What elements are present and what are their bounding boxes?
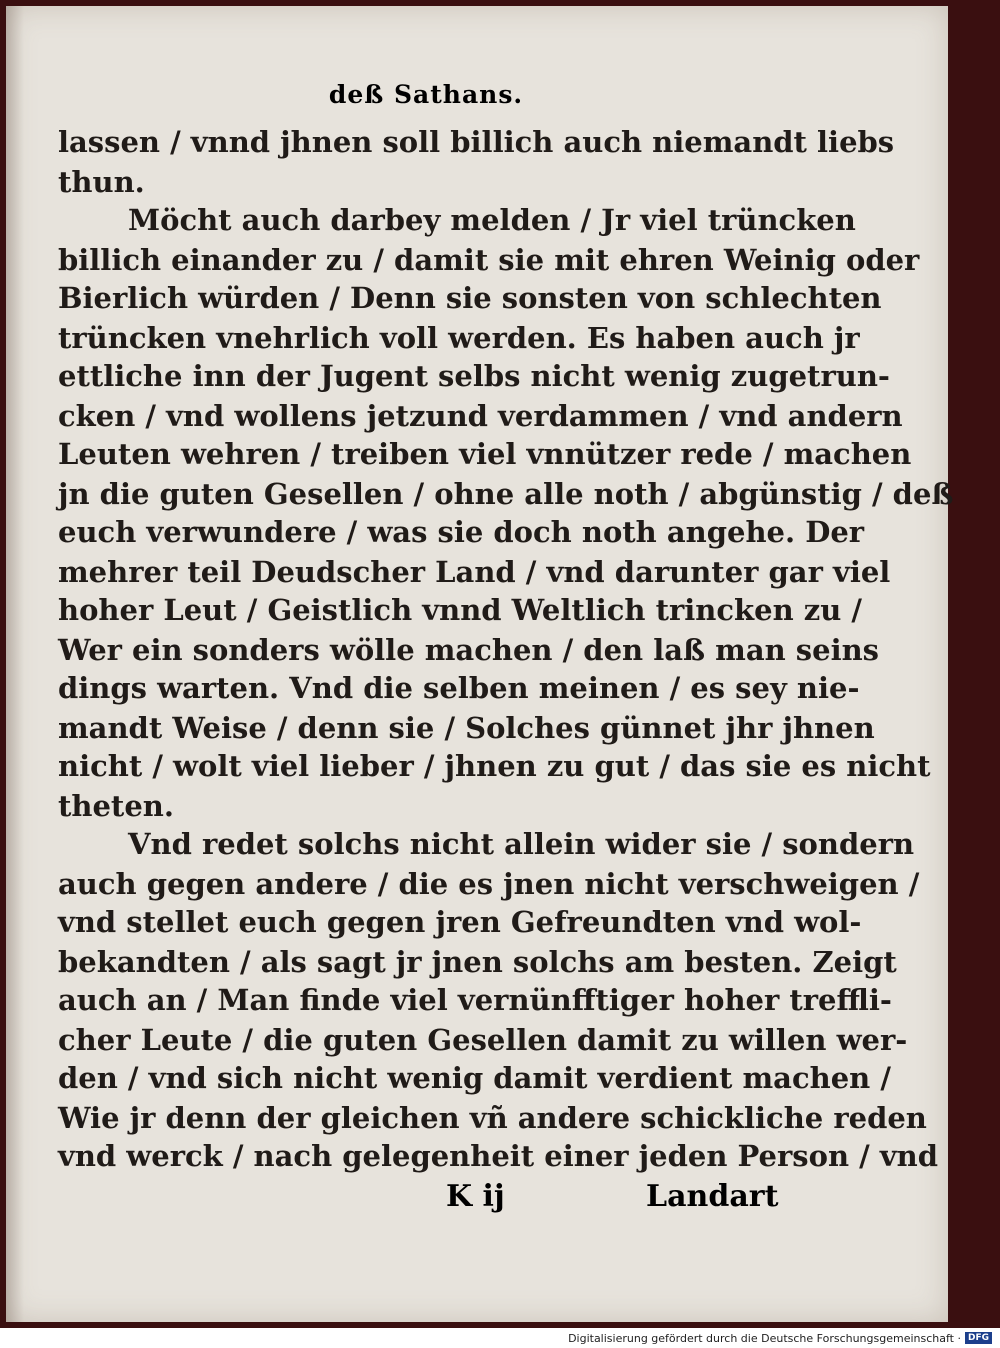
text-line: Wer ein sonders wölle machen / den laß man seins xyxy=(58,633,879,667)
text-line: Leuten wehren / treiben viel vnnützer rede / machen xyxy=(58,437,912,471)
text-line: ettliche inn der Jugent selbs nicht wenig zugetrun- xyxy=(58,359,890,393)
text-line: euch verwundere / was sie doch noth angehe. Der xyxy=(58,515,865,549)
text-line: vnd stellet euch gegen jren Gefreundten vnd wol- xyxy=(58,905,862,939)
text-line: thun. xyxy=(58,165,145,199)
text-line: lassen / vnnd jhnen soll billich auch niemandt liebs xyxy=(58,125,895,159)
text-line: den / vnd sich nicht wenig damit verdient machen / xyxy=(58,1061,891,1095)
catchword: Landart xyxy=(646,1179,779,1214)
text-line: mandt Weise / denn sie / Solches günnet jhr jhnen xyxy=(58,711,875,745)
signature-mark: K ij xyxy=(446,1179,505,1214)
text-line: theten. xyxy=(58,789,174,823)
text-line: mehrer teil Deudscher Land / vnd darunter gar viel xyxy=(58,555,891,589)
book-page xyxy=(6,6,954,1322)
footer-credit xyxy=(568,1331,992,1345)
text-line: jn die guten Gesellen / ohne alle noth / abgünstig / deß xyxy=(58,477,954,511)
text-line: Vnd redet solchs nicht allein wider sie / sondern xyxy=(128,827,915,861)
running-head: deß Sathans. xyxy=(328,80,524,109)
dfg-logo: DFG xyxy=(965,1332,992,1344)
footer-text: Digitalisierung gefördert durch die Deutsche Forschungsgemeinschaft · xyxy=(568,1331,961,1345)
text-line: auch gegen andere / die es jnen nicht verschweigen / xyxy=(58,867,920,901)
text-line: cher Leute / die guten Gesellen damit zu willen wer- xyxy=(58,1023,908,1057)
text-line: hoher Leut / Geistlich vnnd Weltlich trincken zu / xyxy=(58,593,862,627)
text-line: Wie jr denn der gleichen vñ andere schickliche reden xyxy=(58,1101,927,1135)
text-line: auch an / Man finde viel vernünfftiger hoher treffli- xyxy=(58,983,892,1017)
text-line: dings warten. Vnd die selben meinen / es sey nie- xyxy=(58,671,860,705)
text-line: Möcht auch darbey melden / Jr viel trüncken xyxy=(128,203,856,237)
text-line: trüncken vnehrlich voll werden. Es haben auch jr xyxy=(58,321,860,355)
text-line: vnd werck / nach gelegenheit einer jeden Person / vnd xyxy=(58,1139,939,1173)
text-line: nicht / wolt viel lieber / jhnen zu gut / das sie es nicht xyxy=(58,749,931,783)
text-line: Bierlich würden / Denn sie sonsten von schlechten xyxy=(58,281,882,315)
text-line: bekandten / als sagt jr jnen solchs am besten. Zeigt xyxy=(58,945,897,979)
page-gutter-shadow xyxy=(6,6,24,1322)
text-line: cken / vnd wollens jetzund verdammen / vnd andern xyxy=(58,399,903,433)
text-line: billich einander zu / damit sie mit ehren Weinig oder xyxy=(58,243,920,277)
